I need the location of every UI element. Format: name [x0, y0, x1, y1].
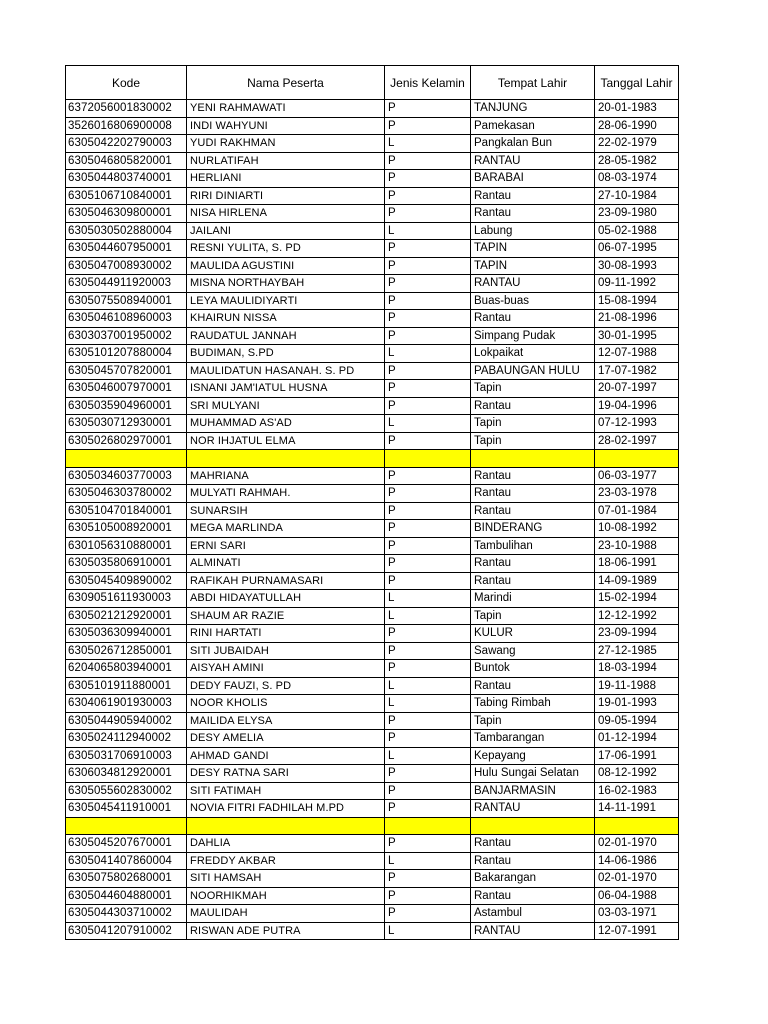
- table-row: [66, 327, 679, 345]
- cell-kode: 6301056310880001: [66, 537, 187, 555]
- cell-kode: 6204065803940001: [66, 660, 187, 678]
- cell-nama: FREDDY AKBAR: [187, 852, 385, 870]
- cell-tempat-lahir: Tapin: [471, 415, 595, 433]
- cell-tempat-lahir: Tapin: [471, 607, 595, 625]
- cell-tempat-lahir: PABAUNGAN HULU: [471, 362, 595, 380]
- cell-tanggal-lahir: 30-08-1993: [595, 257, 679, 275]
- cell-tempat-lahir: KULUR: [471, 625, 595, 643]
- cell-tempat-lahir: BINDERANG: [471, 520, 595, 538]
- cell-kode: 6309051611930003: [66, 590, 187, 608]
- cell-kode: 6305030712930001: [66, 415, 187, 433]
- cell-nama: NURLATIFAH: [187, 152, 385, 170]
- cell-nama: AISYAH AMINI: [187, 660, 385, 678]
- cell-jenis-kelamin: L: [385, 135, 471, 153]
- cell-tempat-lahir: Rantau: [471, 555, 595, 573]
- cell-kode: 6305021212920001: [66, 607, 187, 625]
- cell-kode: 6305041207910002: [66, 922, 187, 940]
- cell-nama: SHAUM AR RAZIE: [187, 607, 385, 625]
- cell-kode: 6305045707820001: [66, 362, 187, 380]
- cell-kode: 6305041407860004: [66, 852, 187, 870]
- cell-jenis-kelamin: L: [385, 747, 471, 765]
- cell-tanggal-lahir: 28-02-1997: [595, 432, 679, 450]
- cell-nama: RAFIKAH PURNAMASARI: [187, 572, 385, 590]
- table-row: [66, 135, 679, 153]
- separator-row: [66, 817, 679, 835]
- cell-tempat-lahir: Rantau: [471, 502, 595, 520]
- table-row: [66, 660, 679, 678]
- cell-tempat-lahir: Rantau: [471, 887, 595, 905]
- cell-tanggal-lahir: 22-02-1979: [595, 135, 679, 153]
- header-tanggal-lahir: Tanggal Lahir: [595, 66, 679, 100]
- cell-jenis-kelamin: [385, 817, 471, 835]
- cell-tanggal-lahir: 05-02-1988: [595, 222, 679, 240]
- cell-jenis-kelamin: L: [385, 922, 471, 940]
- cell-tanggal-lahir: 15-08-1994: [595, 292, 679, 310]
- cell-kode: 6305045411910001: [66, 800, 187, 818]
- cell-tempat-lahir: Tambarangan: [471, 730, 595, 748]
- cell-nama: RESNI YULITA, S. PD: [187, 240, 385, 258]
- table-row: [66, 432, 679, 450]
- cell-kode: 6305046007970001: [66, 380, 187, 398]
- cell-nama: MAHRIANA: [187, 467, 385, 485]
- cell-tempat-lahir: Rantau: [471, 852, 595, 870]
- cell-tempat-lahir: [471, 817, 595, 835]
- table-row: [66, 870, 679, 888]
- cell-tempat-lahir: Simpang Pudak: [471, 327, 595, 345]
- cell-nama: SITI JUBAIDAH: [187, 642, 385, 660]
- table-row: [66, 292, 679, 310]
- cell-jenis-kelamin: P: [385, 485, 471, 503]
- table-row: [66, 555, 679, 573]
- table-row: [66, 642, 679, 660]
- cell-tempat-lahir: TANJUNG: [471, 100, 595, 118]
- cell-tempat-lahir: Rantau: [471, 205, 595, 223]
- cell-kode: 6305046303780002: [66, 485, 187, 503]
- table-row: [66, 607, 679, 625]
- cell-kode: 6304061901930003: [66, 695, 187, 713]
- cell-tanggal-lahir: 19-04-1996: [595, 397, 679, 415]
- table-row: [66, 835, 679, 853]
- cell-kode: 6305030502880004: [66, 222, 187, 240]
- cell-tempat-lahir: TAPIN: [471, 257, 595, 275]
- cell-tanggal-lahir: 09-11-1992: [595, 275, 679, 293]
- cell-nama: JAILANI: [187, 222, 385, 240]
- cell-tanggal-lahir: 19-11-1988: [595, 677, 679, 695]
- cell-tanggal-lahir: 03-03-1971: [595, 905, 679, 923]
- cell-kode: 6305044911920003: [66, 275, 187, 293]
- cell-tanggal-lahir: 21-08-1996: [595, 310, 679, 328]
- table-row: [66, 170, 679, 188]
- table-row: [66, 852, 679, 870]
- cell-tempat-lahir: Kepayang: [471, 747, 595, 765]
- cell-nama: MAULIDATUN HASANAH. S. PD: [187, 362, 385, 380]
- cell-tanggal-lahir: 06-04-1988: [595, 887, 679, 905]
- cell-kode: 6305044803740001: [66, 170, 187, 188]
- cell-jenis-kelamin: L: [385, 695, 471, 713]
- cell-tanggal-lahir: 12-12-1992: [595, 607, 679, 625]
- cell-tanggal-lahir: 07-12-1993: [595, 415, 679, 433]
- cell-nama: ALMINATI: [187, 555, 385, 573]
- cell-kode: 6305044303710002: [66, 905, 187, 923]
- cell-tanggal-lahir: 18-03-1994: [595, 660, 679, 678]
- cell-tanggal-lahir: 08-03-1974: [595, 170, 679, 188]
- cell-tempat-lahir: BARABAI: [471, 170, 595, 188]
- cell-nama: NOORHIKMAH: [187, 887, 385, 905]
- table-row: [66, 695, 679, 713]
- table-row: [66, 800, 679, 818]
- table-row: [66, 712, 679, 730]
- cell-tempat-lahir: Rantau: [471, 310, 595, 328]
- cell-nama: DEDY FAUZI, S. PD: [187, 677, 385, 695]
- cell-jenis-kelamin: P: [385, 205, 471, 223]
- cell-tanggal-lahir: 08-12-1992: [595, 765, 679, 783]
- cell-nama: SRI MULYANI: [187, 397, 385, 415]
- cell-jenis-kelamin: P: [385, 660, 471, 678]
- cell-nama: BUDIMAN, S.PD: [187, 345, 385, 363]
- cell-nama: SITI HAMSAH: [187, 870, 385, 888]
- header-row: [66, 66, 679, 100]
- cell-tempat-lahir: Buas-buas: [471, 292, 595, 310]
- cell-tanggal-lahir: 14-11-1991: [595, 800, 679, 818]
- cell-tempat-lahir: Rantau: [471, 572, 595, 590]
- cell-jenis-kelamin: P: [385, 782, 471, 800]
- cell-kode: 6305044604880001: [66, 887, 187, 905]
- cell-jenis-kelamin: P: [385, 520, 471, 538]
- cell-jenis-kelamin: P: [385, 572, 471, 590]
- cell-kode: 6305044905940002: [66, 712, 187, 730]
- table-row: [66, 117, 679, 135]
- cell-tanggal-lahir: 14-06-1986: [595, 852, 679, 870]
- cell-jenis-kelamin: P: [385, 240, 471, 258]
- cell-nama: NOR IHJATUL ELMA: [187, 432, 385, 450]
- cell-tempat-lahir: Tabing Rimbah: [471, 695, 595, 713]
- table-row: [66, 415, 679, 433]
- cell-nama: MISNA NORTHAYBAH: [187, 275, 385, 293]
- cell-nama: NISA HIRLENA: [187, 205, 385, 223]
- cell-tempat-lahir: Astambul: [471, 905, 595, 923]
- cell-tempat-lahir: Rantau: [471, 677, 595, 695]
- cell-jenis-kelamin: P: [385, 625, 471, 643]
- cell-nama: DESY RATNA SARI: [187, 765, 385, 783]
- cell-kode: [66, 450, 187, 468]
- cell-tanggal-lahir: 02-01-1970: [595, 835, 679, 853]
- cell-jenis-kelamin: P: [385, 905, 471, 923]
- table-row: [66, 537, 679, 555]
- cell-tempat-lahir: RANTAU: [471, 922, 595, 940]
- table-row: [66, 887, 679, 905]
- cell-tempat-lahir: Sawang: [471, 642, 595, 660]
- cell-tempat-lahir: RANTAU: [471, 152, 595, 170]
- cell-nama: MUHAMMAD AS'AD: [187, 415, 385, 433]
- cell-kode: 6306034812920001: [66, 765, 187, 783]
- cell-kode: 6305105008920001: [66, 520, 187, 538]
- cell-jenis-kelamin: P: [385, 642, 471, 660]
- table-row: [66, 380, 679, 398]
- table-row: [66, 397, 679, 415]
- cell-jenis-kelamin: P: [385, 712, 471, 730]
- header-nama-peserta: Nama Peserta: [187, 66, 385, 100]
- cell-tanggal-lahir: 19-01-1993: [595, 695, 679, 713]
- cell-tanggal-lahir: 10-08-1992: [595, 520, 679, 538]
- cell-nama: NOOR KHOLIS: [187, 695, 385, 713]
- table-row: [66, 625, 679, 643]
- cell-tanggal-lahir: 12-07-1991: [595, 922, 679, 940]
- cell-tanggal-lahir: 27-12-1985: [595, 642, 679, 660]
- cell-kode: 6305031706910003: [66, 747, 187, 765]
- table-row: [66, 362, 679, 380]
- cell-nama: RINI HARTATI: [187, 625, 385, 643]
- cell-jenis-kelamin: P: [385, 887, 471, 905]
- cell-kode: 3526016806900008: [66, 117, 187, 135]
- table-row: [66, 205, 679, 223]
- cell-tempat-lahir: Tambulihan: [471, 537, 595, 555]
- table-row: [66, 502, 679, 520]
- cell-tanggal-lahir: 06-07-1995: [595, 240, 679, 258]
- cell-tanggal-lahir: 23-03-1978: [595, 485, 679, 503]
- table-row: [66, 485, 679, 503]
- cell-tanggal-lahir: 15-02-1994: [595, 590, 679, 608]
- cell-kode: 6372056001830002: [66, 100, 187, 118]
- cell-nama: KHAIRUN NISSA: [187, 310, 385, 328]
- cell-nama: AHMAD GANDI: [187, 747, 385, 765]
- cell-nama: [187, 450, 385, 468]
- cell-kode: 6305045207670001: [66, 835, 187, 853]
- cell-jenis-kelamin: P: [385, 100, 471, 118]
- cell-jenis-kelamin: L: [385, 852, 471, 870]
- cell-jenis-kelamin: P: [385, 257, 471, 275]
- cell-tempat-lahir: TAPIN: [471, 240, 595, 258]
- cell-kode: 6305035806910001: [66, 555, 187, 573]
- table-row: [66, 275, 679, 293]
- cell-jenis-kelamin: L: [385, 222, 471, 240]
- cell-nama: MAULIDA AGUSTINI: [187, 257, 385, 275]
- cell-jenis-kelamin: P: [385, 765, 471, 783]
- cell-tanggal-lahir: 23-09-1994: [595, 625, 679, 643]
- cell-nama: MAULIDAH: [187, 905, 385, 923]
- cell-tempat-lahir: Labung: [471, 222, 595, 240]
- cell-tempat-lahir: Buntok: [471, 660, 595, 678]
- cell-tempat-lahir: RANTAU: [471, 275, 595, 293]
- table-row: [66, 257, 679, 275]
- cell-kode: [66, 817, 187, 835]
- cell-tempat-lahir: Pangkalan Bun: [471, 135, 595, 153]
- cell-kode: 6305026802970001: [66, 432, 187, 450]
- cell-nama: ABDI HIDAYATULLAH: [187, 590, 385, 608]
- cell-tanggal-lahir: 27-10-1984: [595, 187, 679, 205]
- table-body: [66, 100, 679, 940]
- cell-jenis-kelamin: P: [385, 800, 471, 818]
- cell-jenis-kelamin: P: [385, 310, 471, 328]
- table-row: [66, 345, 679, 363]
- cell-kode: 6305046309800001: [66, 205, 187, 223]
- table-row: [66, 782, 679, 800]
- cell-kode: 6305046805820001: [66, 152, 187, 170]
- cell-nama: DAHLIA: [187, 835, 385, 853]
- cell-tanggal-lahir: 06-03-1977: [595, 467, 679, 485]
- cell-kode: 6305044607950001: [66, 240, 187, 258]
- cell-jenis-kelamin: P: [385, 870, 471, 888]
- cell-tanggal-lahir: [595, 450, 679, 468]
- cell-nama: MAILIDA ELYSA: [187, 712, 385, 730]
- cell-tanggal-lahir: 09-05-1994: [595, 712, 679, 730]
- cell-kode: 6305047008930002: [66, 257, 187, 275]
- table-row: [66, 187, 679, 205]
- table-row: [66, 922, 679, 940]
- table-row: [66, 905, 679, 923]
- cell-jenis-kelamin: P: [385, 380, 471, 398]
- cell-kode: 6305036309940001: [66, 625, 187, 643]
- cell-kode: 6305055602830002: [66, 782, 187, 800]
- cell-tempat-lahir: RANTAU: [471, 800, 595, 818]
- table-row: [66, 590, 679, 608]
- participant-table: [65, 65, 679, 940]
- cell-tanggal-lahir: 23-10-1988: [595, 537, 679, 555]
- cell-tempat-lahir: Tapin: [471, 380, 595, 398]
- cell-jenis-kelamin: P: [385, 362, 471, 380]
- cell-tanggal-lahir: 30-01-1995: [595, 327, 679, 345]
- cell-tanggal-lahir: 17-06-1991: [595, 747, 679, 765]
- cell-kode: 6305046108960003: [66, 310, 187, 328]
- cell-kode: 6305042202790003: [66, 135, 187, 153]
- cell-tanggal-lahir: 16-02-1983: [595, 782, 679, 800]
- cell-jenis-kelamin: P: [385, 730, 471, 748]
- cell-nama: RAUDATUL JANNAH: [187, 327, 385, 345]
- cell-jenis-kelamin: L: [385, 590, 471, 608]
- cell-nama: INDI WAHYUNI: [187, 117, 385, 135]
- cell-nama: SUNARSIH: [187, 502, 385, 520]
- table-row: [66, 100, 679, 118]
- cell-jenis-kelamin: P: [385, 117, 471, 135]
- cell-jenis-kelamin: [385, 450, 471, 468]
- cell-kode: 6305026712850001: [66, 642, 187, 660]
- cell-tempat-lahir: Hulu Sungai Selatan: [471, 765, 595, 783]
- cell-jenis-kelamin: L: [385, 607, 471, 625]
- table-row: [66, 222, 679, 240]
- cell-nama: YENI RAHMAWATI: [187, 100, 385, 118]
- cell-tanggal-lahir: 17-07-1982: [595, 362, 679, 380]
- cell-nama: LEYA MAULIDIYARTI: [187, 292, 385, 310]
- cell-tanggal-lahir: 20-01-1983: [595, 100, 679, 118]
- cell-jenis-kelamin: P: [385, 432, 471, 450]
- cell-kode: 6305104701840001: [66, 502, 187, 520]
- cell-tempat-lahir: Bakarangan: [471, 870, 595, 888]
- cell-jenis-kelamin: P: [385, 275, 471, 293]
- cell-jenis-kelamin: P: [385, 397, 471, 415]
- cell-kode: 6305034603770003: [66, 467, 187, 485]
- cell-kode: 6305045409890002: [66, 572, 187, 590]
- cell-jenis-kelamin: L: [385, 415, 471, 433]
- cell-tanggal-lahir: 28-06-1990: [595, 117, 679, 135]
- header-kode: Kode: [66, 66, 187, 100]
- cell-tempat-lahir: Tapin: [471, 432, 595, 450]
- cell-tempat-lahir: Rantau: [471, 187, 595, 205]
- cell-tanggal-lahir: 14-09-1989: [595, 572, 679, 590]
- cell-jenis-kelamin: P: [385, 292, 471, 310]
- cell-jenis-kelamin: P: [385, 537, 471, 555]
- cell-tempat-lahir: Tapin: [471, 712, 595, 730]
- cell-jenis-kelamin: P: [385, 555, 471, 573]
- cell-tanggal-lahir: 20-07-1997: [595, 380, 679, 398]
- cell-kode: 6305075508940001: [66, 292, 187, 310]
- cell-jenis-kelamin: L: [385, 345, 471, 363]
- cell-jenis-kelamin: P: [385, 835, 471, 853]
- table-row: [66, 310, 679, 328]
- table-row: [66, 240, 679, 258]
- cell-kode: 6305075802680001: [66, 870, 187, 888]
- cell-tanggal-lahir: 12-07-1988: [595, 345, 679, 363]
- cell-jenis-kelamin: P: [385, 170, 471, 188]
- cell-nama: NOVIA FITRI FADHILAH M.PD: [187, 800, 385, 818]
- cell-nama: SITI FATIMAH: [187, 782, 385, 800]
- cell-kode: 6305035904960001: [66, 397, 187, 415]
- cell-tempat-lahir: Rantau: [471, 397, 595, 415]
- table-row: [66, 765, 679, 783]
- cell-tempat-lahir: [471, 450, 595, 468]
- cell-nama: HERLIANI: [187, 170, 385, 188]
- table-row: [66, 747, 679, 765]
- table-row: [66, 572, 679, 590]
- cell-tempat-lahir: Rantau: [471, 485, 595, 503]
- cell-kode: 6303037001950002: [66, 327, 187, 345]
- cell-kode: 6305024112940002: [66, 730, 187, 748]
- cell-kode: 6305101911880001: [66, 677, 187, 695]
- cell-tanggal-lahir: 01-12-1994: [595, 730, 679, 748]
- cell-tanggal-lahir: 23-09-1980: [595, 205, 679, 223]
- cell-jenis-kelamin: L: [385, 677, 471, 695]
- cell-kode: 6305106710840001: [66, 187, 187, 205]
- cell-nama: [187, 817, 385, 835]
- table-row: [66, 677, 679, 695]
- cell-nama: DESY AMELIA: [187, 730, 385, 748]
- table-row: [66, 467, 679, 485]
- cell-tempat-lahir: Lokpaikat: [471, 345, 595, 363]
- cell-jenis-kelamin: P: [385, 152, 471, 170]
- cell-tempat-lahir: Rantau: [471, 467, 595, 485]
- cell-tempat-lahir: Pamekasan: [471, 117, 595, 135]
- cell-tanggal-lahir: 02-01-1970: [595, 870, 679, 888]
- cell-tanggal-lahir: 07-01-1984: [595, 502, 679, 520]
- cell-nama: YUDI RAKHMAN: [187, 135, 385, 153]
- cell-nama: MEGA MARLINDA: [187, 520, 385, 538]
- cell-tempat-lahir: BANJARMASIN: [471, 782, 595, 800]
- cell-tempat-lahir: Rantau: [471, 835, 595, 853]
- cell-nama: ERNI SARI: [187, 537, 385, 555]
- separator-row: [66, 450, 679, 468]
- cell-tempat-lahir: Marindi: [471, 590, 595, 608]
- table-row: [66, 730, 679, 748]
- table-row: [66, 152, 679, 170]
- cell-nama: MULYATI RAHMAH.: [187, 485, 385, 503]
- cell-jenis-kelamin: P: [385, 502, 471, 520]
- cell-kode: 6305101207880004: [66, 345, 187, 363]
- header-tempat-lahir: Tempat Lahir: [471, 66, 595, 100]
- cell-jenis-kelamin: P: [385, 327, 471, 345]
- header-jenis-kelamin: Jenis Kelamin: [385, 66, 471, 100]
- cell-tanggal-lahir: 28-05-1982: [595, 152, 679, 170]
- table-row: [66, 520, 679, 538]
- cell-nama: RISWAN ADE PUTRA: [187, 922, 385, 940]
- cell-jenis-kelamin: P: [385, 187, 471, 205]
- cell-nama: ISNANI JAM'IATUL HUSNA: [187, 380, 385, 398]
- cell-tanggal-lahir: [595, 817, 679, 835]
- cell-nama: RIRI DINIARTI: [187, 187, 385, 205]
- cell-jenis-kelamin: P: [385, 467, 471, 485]
- cell-tanggal-lahir: 18-06-1991: [595, 555, 679, 573]
